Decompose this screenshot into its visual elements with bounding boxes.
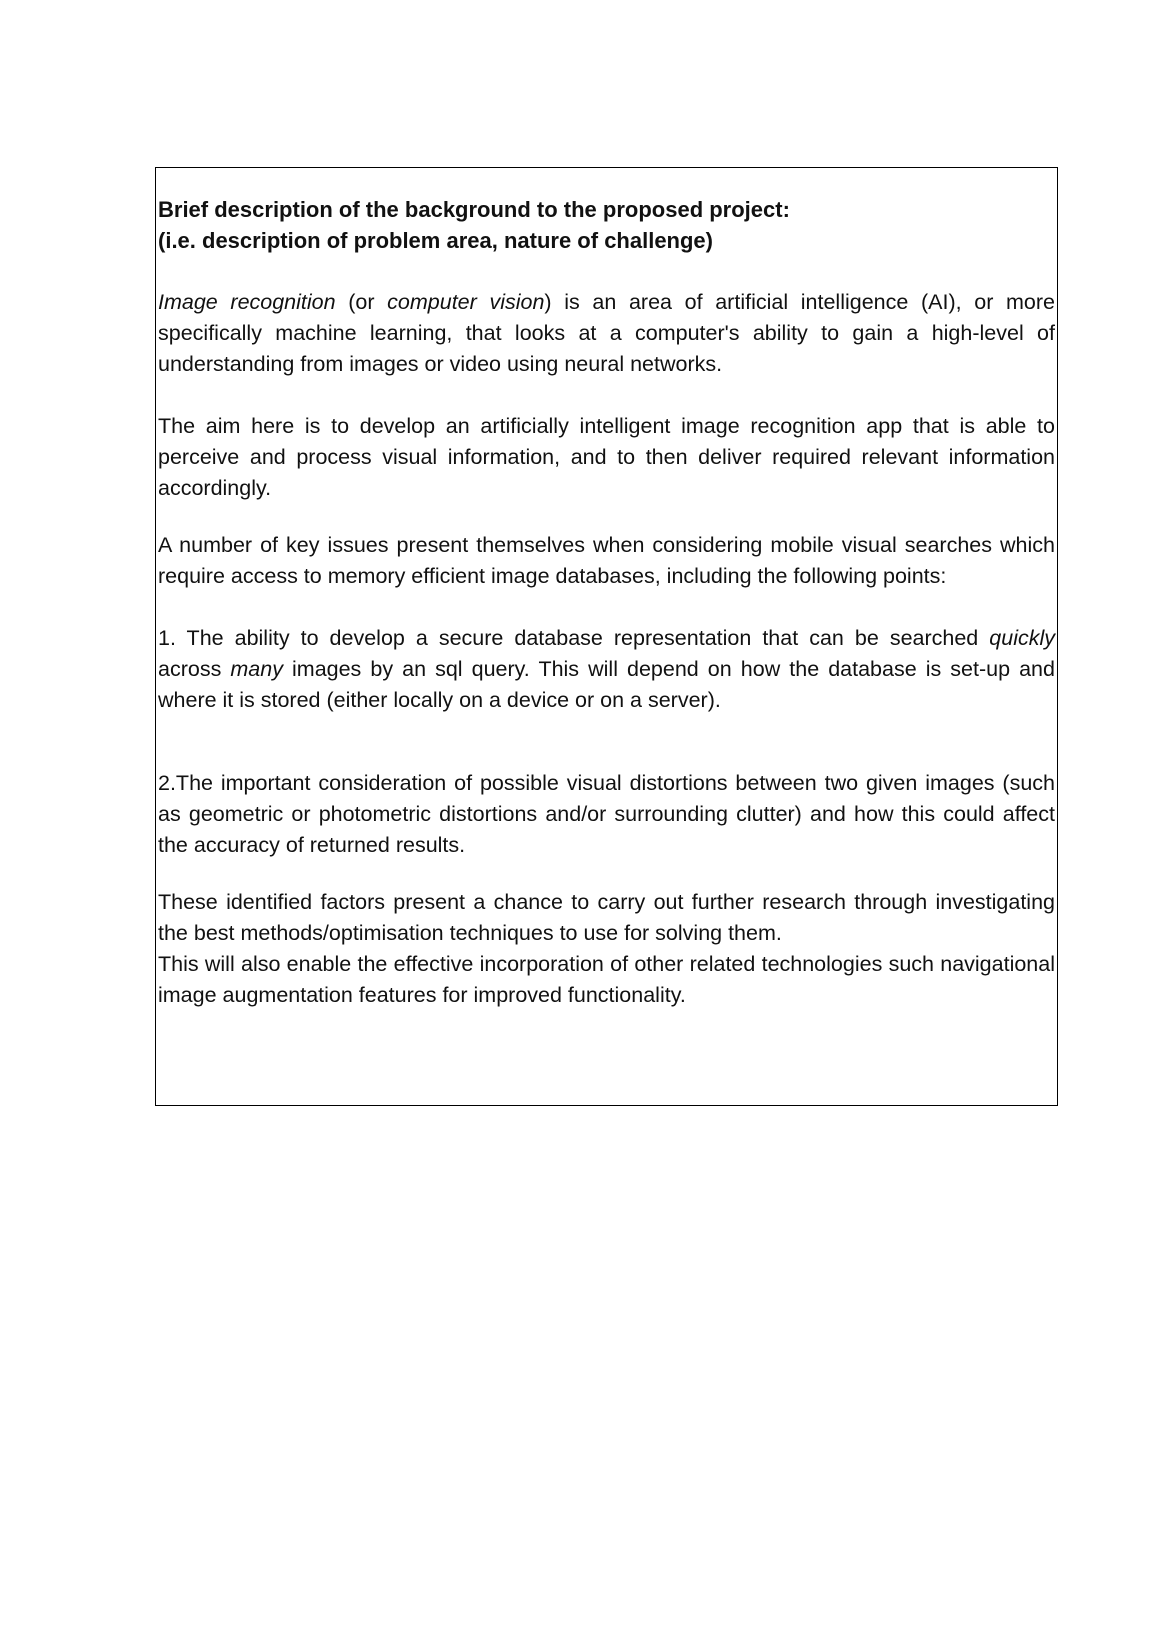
p4-mid-text: across [158,657,231,681]
p4-start-text: 1. The ability to develop a secure database representation that can be searched [158,626,990,650]
heading-line-2: (i.e. description of problem area, nature of challenge) [158,228,713,253]
paragraph-image-recognition [158,287,1055,380]
emphasis-quickly: quickly [989,626,1055,650]
paragraph-point-2: 2.The important consideration of possible visual distortions between two given images (such as geometric or photometric distortions and/or surrounding clutter) and how this could affect the accuracy of returned results. [158,771,1055,857]
paragraph-point-1 [158,623,1055,716]
term-image-recognition: Image recognition [158,290,336,314]
p4-rest-text: images by an sql query. This will depend on how the database is set-up and where it is stored (either locally on a device or on a server). [158,657,1055,712]
p1-mid-text: (or [335,290,388,314]
section-heading [158,194,1055,256]
project-background-box [155,167,1058,1106]
paragraph-key-issues: A number of key issues present themselves when considering mobile visual searches which require access to memory efficient image databases, including the following points: [158,533,1055,588]
emphasis-many: many [230,657,283,681]
term-computer-vision: computer vision [387,290,545,314]
heading-line-1: Brief description of the background to the proposed project: [158,197,790,222]
paragraph-aim: The aim here is to develop an artificially intelligent image recognition app that is able to perceive and process visual information, and to then deliver required relevant information accordingly. [158,414,1055,500]
p1-rest-text: ) is an area of artificial intelligence (AI), or more specifically machine learning, that looks at a computer's ability to gain a high-level of understanding from images or video using neural networks. [158,290,1055,376]
paragraph-factors: These identified factors present a chance to carry out further research through investigating the best methods/optimisation techniques to use for solving them. [158,890,1055,945]
paragraph-technologies: This will also enable the effective incorporation of other related technologies such navigational image augmentation features for improved functionality. [158,952,1055,1007]
